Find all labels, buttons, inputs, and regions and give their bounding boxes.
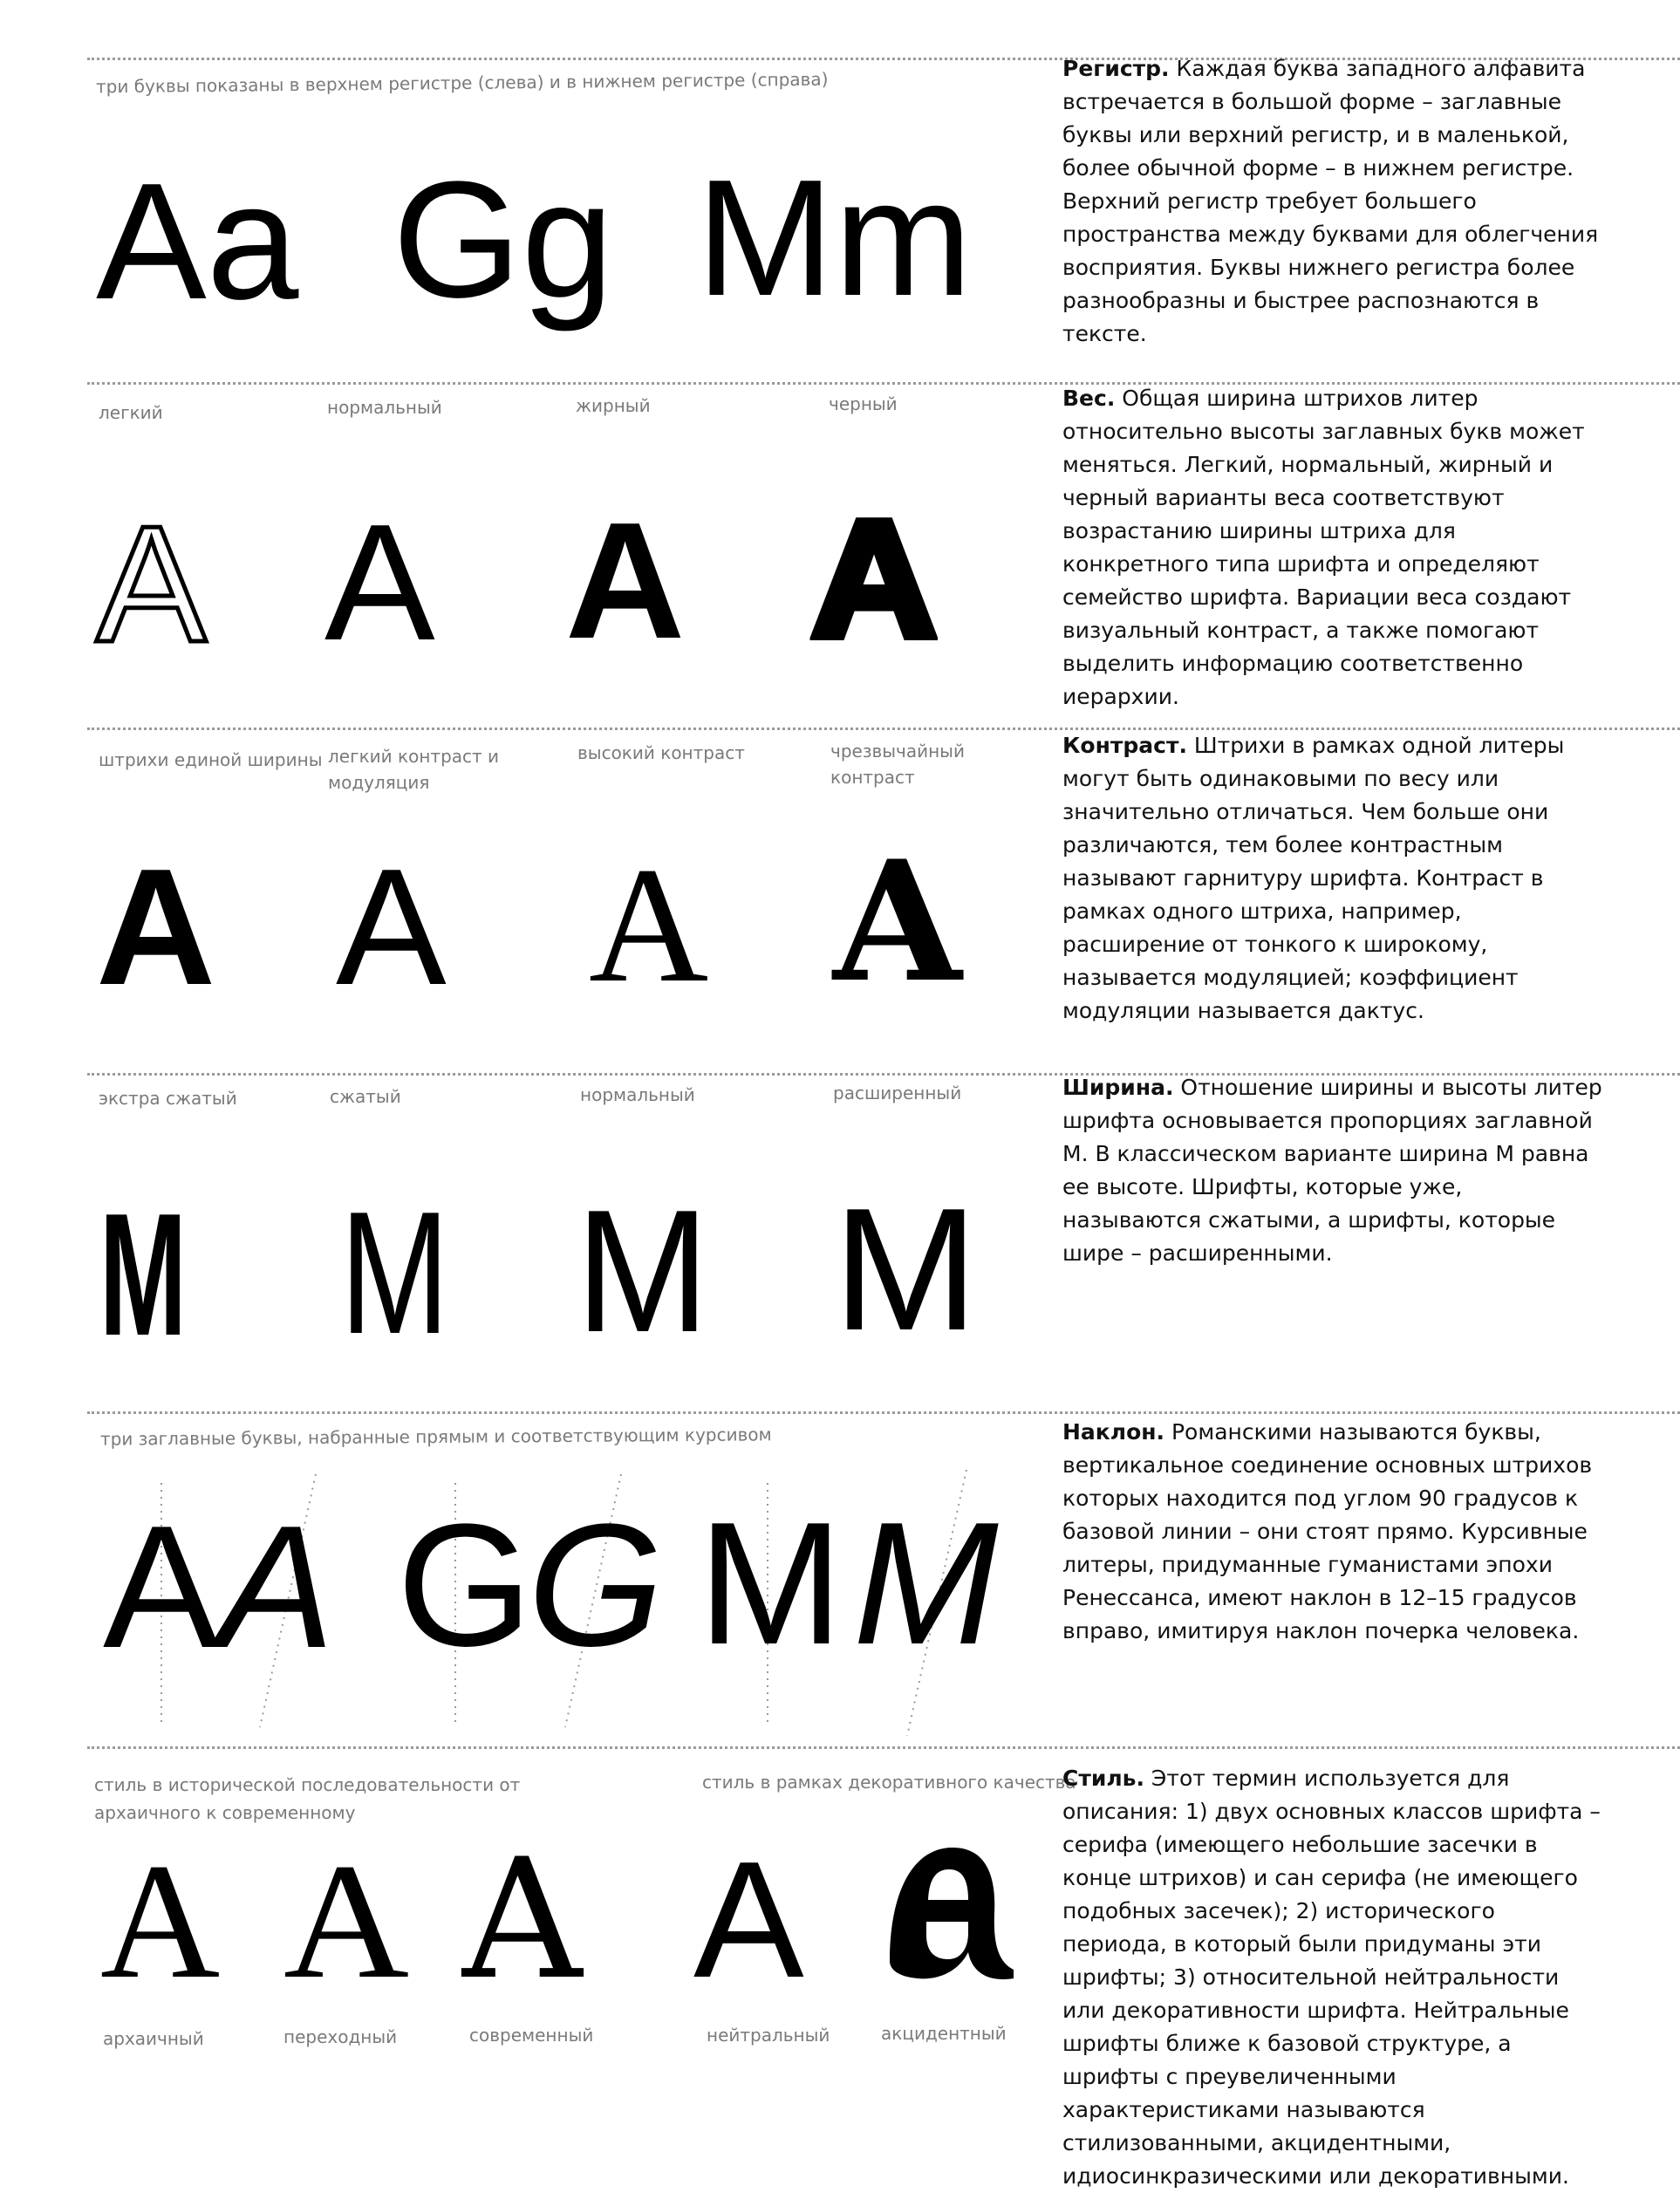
style-sample-neutral: A <box>693 1828 804 2012</box>
width-sample-extra-condensed: M <box>99 1178 187 1372</box>
style-title: Стиль. <box>1062 1766 1144 1791</box>
case-sample-mm: Mm <box>696 146 973 331</box>
style-label-archaic: архаичный <box>103 2028 204 2049</box>
case-sample-aa: Aa <box>96 149 299 334</box>
width-sample-normal: M <box>576 1174 710 1369</box>
contrast-description <box>1062 729 1603 1028</box>
case-caption: три буквы показаны в верхнем регистре (слева) и в нижнем регистре (справа) <box>95 68 829 98</box>
style-caption-decor: стиль в рамках декоративного качества <box>702 1772 1076 1793</box>
weight-title: Вес. <box>1062 386 1116 411</box>
case-sample-gg: Gg <box>393 147 614 332</box>
slant-italic-a: A <box>218 1490 335 1684</box>
width-sample-condensed: M <box>340 1176 449 1370</box>
slant-caption: три заглавные буквы, набранные прямым и соответствующим курсивом <box>99 1424 772 1450</box>
style-sample-archaic: A <box>100 1830 221 2013</box>
style-sample-transitional: A <box>283 1830 410 2013</box>
contrast-label-light: легкий контраст и модуляция <box>328 746 500 793</box>
width-label-expanded: расширенный <box>833 1083 962 1103</box>
width-label-normal: нормальный <box>580 1084 695 1105</box>
weight-sample-light: A <box>96 492 207 677</box>
slant-title: Наклон. <box>1062 1419 1165 1445</box>
width-text: Отношение ширины и высоты литер шрифта основывается пропорциях заглавной М. В классическом варианте ширина М равна ее высоте. Шрифты, которые уже, называются сжатыми, а шрифты, которые шире – расширенными. <box>1062 1075 1602 1266</box>
weight-label-normal: нормальный <box>327 397 442 418</box>
contrast-title: Контраст. <box>1062 733 1187 758</box>
contrast-label-uniform: штрихи единой ширины <box>99 749 323 770</box>
weight-label-black: черный <box>829 393 898 414</box>
contrast-label-extreme: чрезвычайный контраст <box>830 741 965 788</box>
contrast-label-high: высокий контраст <box>577 742 745 763</box>
style-sample-modern: A <box>462 1823 583 2016</box>
case-title: Регистр. <box>1062 56 1170 81</box>
width-description <box>1062 1071 1603 1270</box>
contrast-text: Штрихи в рамках одной литеры могут быть одинаковыми по весу или значительно отличаться. Чем больше они различаются, тем более контрастным называют гарнитуру шрифта. Контраст в рамках одного штриха, например, расширение от тонкого к широкому, называется модуляцией; коэффициент модуляции называется дактус. <box>1062 733 1565 1023</box>
weight-description <box>1062 382 1603 714</box>
contrast-sample-uniform: A <box>96 835 216 1020</box>
slant-italic-m: M <box>853 1486 999 1681</box>
case-description <box>1062 52 1603 351</box>
slant-description <box>1062 1416 1603 1648</box>
width-label-extra-condensed: экстра сжатый <box>99 1088 237 1109</box>
slant-italic-g: G <box>528 1488 664 1683</box>
section-divider <box>87 1746 1680 1749</box>
slant-upright-a: A <box>103 1490 220 1684</box>
width-label-condensed: сжатый <box>330 1086 401 1107</box>
section-divider <box>87 1411 1680 1414</box>
weight-sample-bold: A <box>565 488 686 673</box>
width-title: Ширина. <box>1062 1075 1174 1100</box>
slant-upright-g: G <box>397 1488 533 1683</box>
contrast-sample-high: A <box>589 834 709 1017</box>
style-label-modern: современный <box>469 2025 594 2046</box>
weight-label-bold: жирный <box>576 395 651 416</box>
style-caption-history: стиль в исторической последовательности от архаичного к современному <box>94 1774 521 1823</box>
weight-sample-normal: A <box>324 490 435 675</box>
style-description <box>1062 1762 1603 2193</box>
weight-text: Общая ширина штрихов литер относительно высоты заглавных букв может меняться. Легкий, нормальный, жирный и черный варианты веса соответствуют возрастанию ширины штриха для конкретного типа шрифта и определяют семейство шрифта. Вариации веса создают визуальный контраст, а также помогают выделить информацию соответственно иерархии. <box>1062 386 1585 709</box>
weight-sample-black: A <box>811 487 938 672</box>
style-label-transitional: переходный <box>283 2026 398 2047</box>
contrast-sample-extreme: A <box>833 824 962 1019</box>
width-sample-expanded: M <box>833 1172 979 1367</box>
style-label-decorative: акцидентный <box>881 2023 1007 2044</box>
slant-upright-m: M <box>698 1486 843 1681</box>
style-text: Этот термин используется для описания: 1) двух основных классов шрифта – серифа (имеющего небольшие засечки в конце штрихов) и сан серифа (не имеющего подобных засечек); 2) исторического периода, в который были придуманы эти шрифты; 3) относительной нейтральности или декоративности шрифта. Нейтральные шрифты ближе к базовой структуре, а шрифты с преувеличенными характеристиками называются стилизованными, акцидентными, идиосинкразическими или декоративными. <box>1062 1766 1601 2189</box>
style-label-neutral: нейтральный <box>707 2025 830 2046</box>
weight-label-light: легкий <box>99 402 163 423</box>
contrast-sample-light: A <box>336 835 447 1020</box>
case-text: Каждая буква западного алфавита встречается в большой форме – заглавные буквы или верхний регистр, и в маленькой, более обычной форме – в нижнем регистре. Верхний регистр требует большего пространства между буквами для облегчения восприятия. Буквы нижнего регистра более разнообразны и быстрее распознаются в тексте. <box>1062 56 1599 346</box>
slant-text: Романскими называются буквы, вертикальное соединение основных штрихов которых находится под углом 90 градусов к базовой линии – они стоят прямо. Курсивные литеры, придуманные гуманистами эпохи Ренессанса, имеют наклон в 12–15 градусов вправо, имитируя наклон почерка человека. <box>1062 1419 1593 1643</box>
style-sample-decorative-glyph <box>874 1830 1014 1987</box>
